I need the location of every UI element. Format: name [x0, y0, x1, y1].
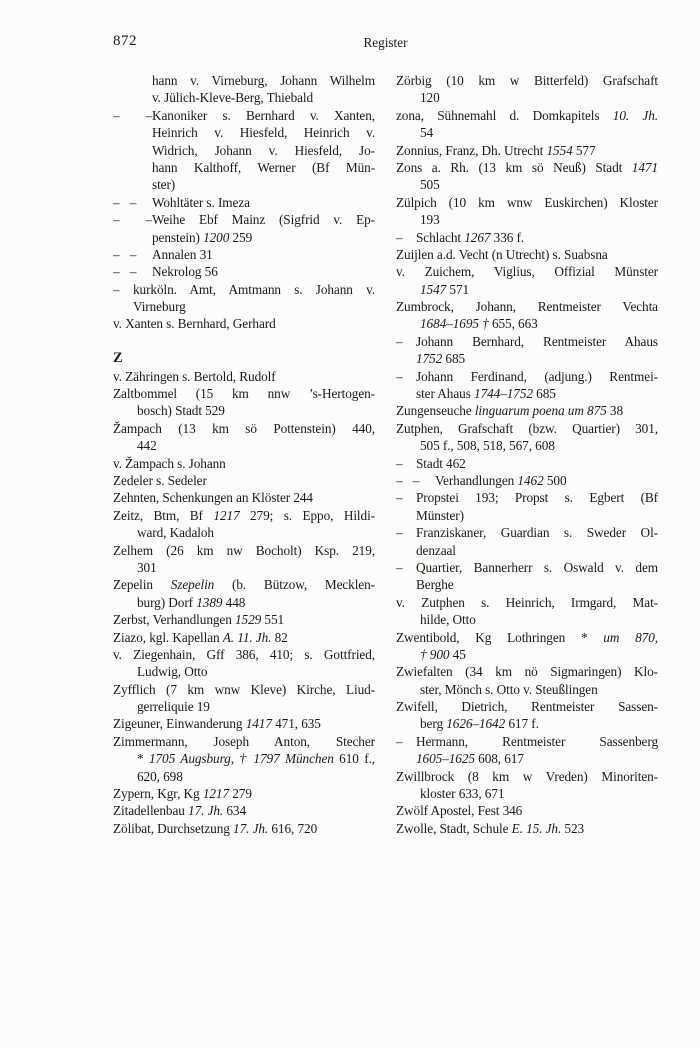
text-run: 1744–1752 — [474, 386, 533, 402]
text-run: Zumbrock, Johann, Rentmeister Vechta — [396, 299, 658, 315]
index-line — [113, 420, 375, 437]
text-run: ward, Kadaloh — [137, 525, 214, 541]
index-line — [396, 211, 658, 228]
index-line — [396, 681, 658, 698]
text-run: Propstei 193; Propst s. Egbert (Bf — [416, 490, 658, 506]
text-run: E. 15. Jh. — [511, 820, 562, 836]
text-run: Zedeler s. Sedeler — [113, 472, 207, 488]
text-run: um 870, — [603, 629, 658, 645]
dash-marker: – — [113, 281, 120, 297]
text-run: Quartier, Bannerherr s. Oswald v. dem — [416, 559, 658, 575]
text-run: 1389 — [196, 594, 223, 610]
index-line — [396, 629, 658, 646]
text-run: Widrich, Johann v. Hiesfeld, Jo- — [152, 142, 375, 158]
index-line — [113, 542, 375, 559]
text-run: 45 — [449, 646, 466, 662]
text-run: 1529 — [235, 612, 262, 628]
text-run: 279 — [229, 786, 252, 802]
text-run: Žampach (13 km sö Pottenstein) 440, — [113, 420, 375, 436]
text-run: 38 — [606, 403, 624, 419]
index-line — [396, 715, 658, 732]
text-run: 685 — [532, 386, 556, 402]
text-run: Münster) — [416, 507, 464, 523]
text-run: Johann Bernhard, Rentmeister Ahaus — [416, 333, 658, 349]
index-line — [396, 733, 658, 750]
index-line — [113, 750, 375, 767]
text-run: 616, 720 — [268, 820, 318, 836]
text-run: Zwifell, Dietrich, Rentmeister Sassen- — [396, 699, 658, 715]
dash-marker: – — [396, 490, 403, 506]
text-run: 1462 — [517, 472, 544, 488]
text-run: 571 — [446, 281, 470, 297]
text-run: 193 — [420, 212, 440, 228]
index-line — [113, 681, 375, 698]
text-run: Johann Ferdinand, (adjung.) Rentmei- — [416, 368, 658, 384]
index-line — [396, 663, 658, 680]
index-line — [113, 159, 375, 176]
index-line — [396, 298, 658, 315]
dash-marker: – – — [113, 246, 137, 262]
text-run: 1471 — [631, 159, 658, 175]
text-run: Zeitz, Btm, Bf — [113, 507, 214, 523]
index-line — [396, 768, 658, 785]
text-run: 505 f., 508, 518, 567, 608 — [420, 438, 555, 454]
index-line — [396, 142, 658, 159]
index-line — [396, 124, 658, 141]
text-run: v. Ziegenhain, Gff 386, 410; s. Gottfried, — [113, 646, 375, 662]
text-run: v. Jülich-Kleve-Berg, Thiebald — [152, 90, 314, 106]
text-run: † 900 — [420, 646, 450, 662]
index-line — [396, 368, 658, 385]
index-line — [113, 629, 375, 646]
index-line — [113, 524, 375, 541]
text-run: 1217 — [213, 507, 240, 523]
text-run: Annalen 31 — [152, 246, 213, 262]
text-run: Zwolle, Stadt, Schule — [396, 820, 512, 836]
text-run: 54 — [420, 125, 434, 141]
text-run: 523 — [561, 820, 585, 836]
text-run: 336 f. — [490, 229, 525, 245]
text-run: 10. Jh. — [612, 107, 658, 123]
index-line — [396, 785, 658, 802]
text-run: Virneburg — [133, 299, 186, 315]
index-line — [396, 802, 658, 819]
index-line — [396, 315, 658, 332]
index-line — [396, 437, 658, 454]
text-run: 685 — [442, 351, 466, 367]
dash-marker: – — [396, 733, 403, 749]
index-line — [113, 281, 375, 298]
text-run: 17. Jh. — [233, 820, 269, 836]
text-run: Franziskaner, Guardian s. Sweder Ol- — [416, 525, 658, 541]
text-run: Zülpich (10 km wnw Euskirchen) Kloster — [396, 194, 658, 210]
text-run: 120 — [420, 90, 440, 106]
text-run: v. Zähringen s. Bertold, Rudolf — [113, 368, 276, 384]
text-run: Ziazo, kgl. Kapellan — [113, 629, 223, 645]
index-line — [396, 646, 658, 663]
text-run: Zimmermann, Joseph Anton, Stecher — [113, 733, 375, 749]
text-run: 259 — [229, 229, 253, 245]
text-run: 505 — [420, 177, 440, 193]
text-run: 1752 — [416, 351, 443, 367]
dash-marker: – – — [113, 107, 152, 123]
index-line — [113, 455, 375, 472]
index-column-right — [396, 72, 658, 837]
index-line — [396, 281, 658, 298]
index-line — [113, 489, 375, 506]
text-run: 1626–1642 — [446, 716, 506, 732]
text-run: Nekrolog 56 — [152, 264, 218, 280]
index-line — [113, 72, 375, 89]
text-run: Szepelin — [170, 577, 215, 593]
text-run: 471, 635 — [271, 716, 321, 732]
dash-marker: – – — [396, 472, 420, 488]
text-run: 634 — [223, 803, 247, 819]
index-line — [396, 159, 658, 176]
index-line — [396, 107, 658, 124]
text-run: Zuijlen a.d. Vecht (n Utrecht) s. Suabsna — [396, 246, 608, 262]
text-run: Ludwig, Otto — [137, 664, 208, 680]
text-run: kurköln. Amt, Amtmann s. Johann v. — [133, 281, 375, 297]
index-line — [113, 768, 375, 785]
running-title: Register — [363, 35, 408, 50]
dash-marker: – – — [113, 194, 137, 210]
text-run: Wohltäter s. Imeza — [152, 194, 250, 210]
text-run: 1267 — [464, 229, 491, 245]
text-run: Zwiefalten (34 km nö Sigmaringen) Klo- — [396, 664, 658, 680]
text-run: burg) Dorf — [137, 594, 197, 610]
text-run: kloster 633, 671 — [420, 786, 505, 802]
index-line — [396, 611, 658, 628]
text-run: Heinrich v. Hiesfeld, Heinrich v. — [152, 125, 375, 141]
text-run: Verhandlungen — [435, 472, 518, 488]
dash-marker: – — [396, 229, 403, 245]
text-run: 279; s. Eppo, Hildi- — [239, 507, 375, 523]
text-run: hann v. Virneburg, Johann Wilhelm — [152, 73, 375, 88]
text-run: v. Xanten s. Bernhard, Gerhard — [113, 316, 276, 332]
text-run: ster Ahaus — [416, 386, 474, 402]
index-line — [113, 142, 375, 159]
text-run: Zaltbommel (15 km nnw ’s-Hertogen- — [113, 386, 375, 402]
text-run: Weihe Ebf Mainz (Sigfrid v. Ep- — [152, 212, 375, 228]
index-line — [113, 698, 375, 715]
index-line — [396, 489, 658, 506]
text-run: penstein) — [152, 229, 204, 245]
text-run: Zigeuner, Einwanderung — [113, 716, 246, 732]
index-line — [113, 663, 375, 680]
index-column-left — [113, 72, 375, 837]
index-line — [396, 455, 658, 472]
index-line — [113, 733, 375, 750]
blank-line — [113, 333, 375, 350]
index-line — [113, 368, 375, 385]
text-run: Hermann, Rentmeister Sassenberg — [416, 733, 658, 749]
text-run: 500 — [543, 472, 567, 488]
index-line — [396, 559, 658, 576]
text-run: 442 — [137, 438, 157, 454]
text-run: linguarum poena um 875 — [474, 403, 607, 419]
index-line — [396, 420, 658, 437]
index-line — [396, 542, 658, 559]
index-line — [113, 646, 375, 663]
text-run: (b. Bützow, Mecklen- — [214, 577, 375, 593]
dash-marker: – — [396, 368, 403, 384]
text-run: 1547 — [420, 281, 447, 297]
index-line — [113, 437, 375, 454]
text-run: 1200 — [203, 229, 230, 245]
index-line — [113, 802, 375, 819]
index-line — [113, 472, 375, 489]
index-line — [113, 107, 375, 124]
text-run: Zepelin — [113, 577, 171, 593]
text-block — [113, 33, 658, 837]
index-line — [113, 194, 375, 211]
index-line — [396, 89, 658, 106]
text-run: 577 — [572, 142, 596, 158]
index-line — [113, 176, 375, 193]
index-line — [396, 472, 658, 489]
text-run: Stadt 462 — [416, 455, 466, 471]
text-run: 448 — [222, 594, 246, 610]
text-run: 1705 Augsburg, † 1797 München — [148, 751, 334, 767]
text-run: 608, 617 — [474, 751, 524, 767]
text-run: 1554 — [546, 142, 573, 158]
text-run: bosch) Stadt 529 — [137, 403, 225, 419]
index-line — [113, 576, 375, 593]
index-line — [113, 715, 375, 732]
page-number: 872 — [113, 33, 137, 49]
index-line — [113, 559, 375, 576]
text-run: Zons a. Rh. (13 km sö Neuß) Stadt — [396, 159, 632, 175]
text-run: 1684–1695 † — [420, 316, 489, 332]
index-line — [113, 402, 375, 419]
text-run: Berghe — [416, 577, 454, 593]
index-line — [396, 246, 658, 263]
index-line — [113, 124, 375, 141]
index-line — [113, 820, 375, 837]
text-run: 610 f., — [333, 751, 375, 767]
dash-marker: – — [396, 525, 403, 541]
index-line — [396, 194, 658, 211]
index-line — [396, 507, 658, 524]
text-run: Zwentibold, Kg Lothringen * — [396, 629, 604, 645]
index-line — [396, 229, 658, 246]
index-line — [396, 576, 658, 593]
index-line — [396, 594, 658, 611]
dash-marker: – – — [113, 264, 137, 280]
text-run: 1605–1625 — [416, 751, 475, 767]
text-run: 1217 — [202, 786, 230, 802]
text-run: v. Žampach s. Johann — [113, 455, 226, 471]
index-line — [396, 750, 658, 767]
dash-marker: – — [396, 559, 403, 575]
section-heading — [113, 350, 375, 367]
text-run: Zungenseuche — [396, 403, 475, 419]
index-line — [113, 594, 375, 611]
text-run: zona, Sühnemahl d. Domkapitels — [396, 107, 613, 123]
text-run: Zölibat, Durchsetzung — [113, 820, 234, 836]
index-columns — [113, 72, 658, 837]
text-run: Zehnten, Schenkungen an Klöster 244 — [113, 490, 313, 506]
index-line — [396, 402, 658, 419]
index-line — [113, 785, 375, 802]
index-line — [113, 385, 375, 402]
index-line — [396, 350, 658, 367]
text-run: Zwillbrock (8 km w Vreden) Minoriten- — [396, 768, 658, 784]
text-run: 17. Jh. — [188, 803, 224, 819]
index-line — [113, 611, 375, 628]
index-line — [113, 507, 375, 524]
index-line — [113, 246, 375, 263]
text-run: Zutphen, Grafschaft (bzw. Quartier) 301, — [396, 420, 658, 436]
text-run: Zitadellenbau — [113, 803, 189, 819]
text-run: Zonnius, Franz, Dh. Utrecht — [396, 142, 547, 158]
text-run: Zyfflich (7 km wnw Kleve) Kirche, Liud- — [113, 681, 375, 697]
text-run: ster) — [152, 177, 176, 193]
text-run: Kanoniker s. Bernhard v. Xanten, — [152, 107, 375, 123]
text-run: 655, 663 — [488, 316, 538, 332]
text-run: Z — [113, 350, 123, 367]
text-run: Zelhem (26 km nw Bocholt) Ksp. 219, — [113, 542, 375, 558]
index-line — [113, 89, 375, 106]
text-run: Zerbst, Verhandlungen — [113, 612, 235, 628]
page-header — [113, 33, 658, 53]
text-run: Schlacht — [416, 229, 465, 245]
index-line — [396, 524, 658, 541]
index-line — [113, 229, 375, 246]
index-line — [113, 263, 375, 280]
text-run: * — [137, 751, 149, 767]
dash-marker: – — [396, 333, 403, 349]
index-line — [396, 698, 658, 715]
text-run: Zypern, Kgr, Kg — [113, 786, 203, 802]
index-line — [396, 385, 658, 402]
index-line — [113, 211, 375, 228]
index-line — [396, 176, 658, 193]
index-line — [396, 820, 658, 837]
text-run: A. 11. Jh. — [222, 629, 272, 645]
text-run: denzaal — [416, 542, 456, 558]
text-run: Zwölf Apostel, Fest 346 — [396, 803, 523, 819]
text-run: ster, Mönch s. Otto v. Steußlingen — [420, 681, 598, 697]
index-line — [113, 298, 375, 315]
text-run: hilde, Otto — [420, 612, 476, 628]
text-run: 301 — [137, 559, 157, 575]
text-run: berg — [420, 716, 447, 732]
index-line — [396, 263, 658, 280]
text-run: 1417 — [245, 716, 272, 732]
text-run: v. Zutphen s. Heinrich, Irmgard, Mat- — [396, 594, 658, 610]
text-run: 620, 698 — [137, 768, 183, 784]
text-run: v. Zuichem, Viglius, Offizial Münster — [396, 264, 658, 280]
index-line — [396, 333, 658, 350]
text-run: Zörbig (10 km w Bitterfeld) Grafschaft — [396, 73, 658, 88]
text-run: 82 — [271, 629, 288, 645]
dash-marker: – — [396, 455, 403, 471]
text-run: hann Kalthoff, Werner (Bf Mün- — [152, 159, 375, 175]
dash-marker: – – — [113, 212, 152, 228]
text-run: gerreliquie 19 — [137, 699, 210, 715]
text-run: 617 f. — [505, 716, 539, 732]
index-line — [396, 72, 658, 89]
index-line — [113, 315, 375, 332]
text-run: 551 — [261, 612, 285, 628]
